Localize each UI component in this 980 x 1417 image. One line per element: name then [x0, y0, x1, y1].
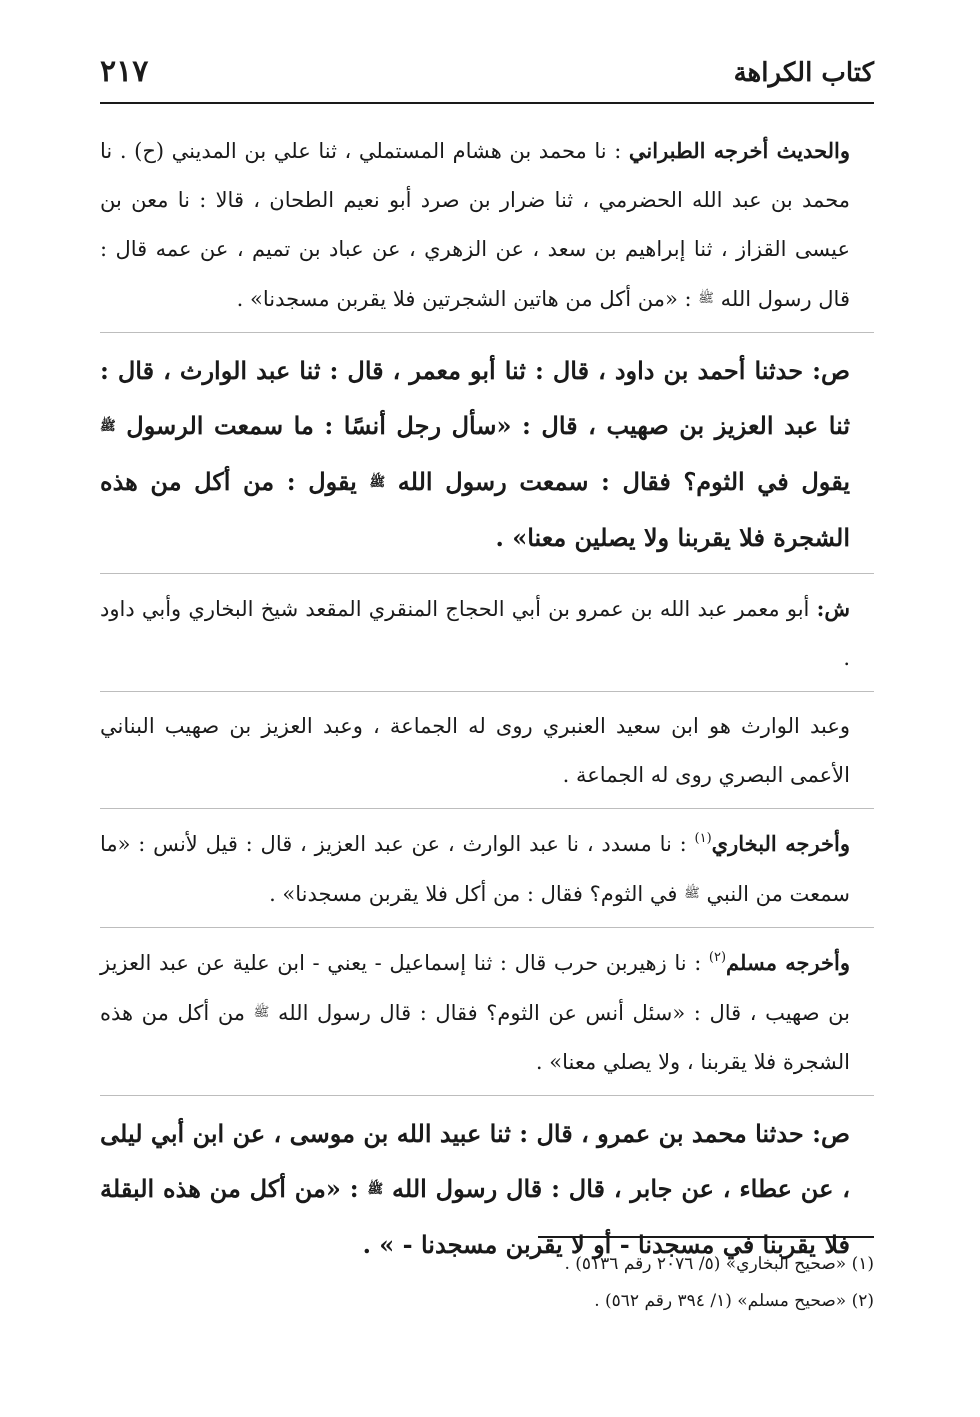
paragraph-lead: وأخرجه مسلم — [726, 950, 850, 975]
paragraph-takhrij-muslim — [100, 938, 874, 1096]
main-text — [100, 126, 874, 1290]
footnote-ref[interactable]: (١) — [694, 831, 712, 846]
paragraph-narrators — [100, 702, 874, 809]
paragraph-body: : «من أكل من هاتين الشجرتين فلا يقربن مسجدنا» . — [236, 287, 692, 311]
salutation-glyph: ﷺ — [367, 1182, 384, 1197]
matn-text: : «من أكل من هذه البقلة فلا يقربنا في مسجدنا - أو لا يقربن مسجدنا - » . — [100, 1174, 850, 1259]
paragraph-sharh-1 — [100, 584, 874, 692]
paragraph-body: أبو معمر عبد الله بن عمرو بن أبي الحجاج المنقري المقعد شيخ البخاري وأبي داود . — [100, 597, 850, 670]
paragraph-body: وعبد الوارث هو ابن سعيد العنبري روى له الجماعة ، وعبد العزيز بن صهيب البناني الأعمى البصري روى له الجماعة . — [100, 714, 850, 787]
running-head — [100, 52, 874, 104]
salutation-glyph: ﷺ — [100, 419, 116, 434]
matn-text: ص: حدثنا أحمد بن داود ، قال : ثنا أبو معمر ، قال : ثنا عبد الوارث ، قال : ثنا عبد العزيز بن صهيب ، قال : «سأل رجل أنسًا : ما سمعت الرسول — [100, 356, 850, 440]
footnote-2: (٢) «صحيح مسلم» (١/ ٣٩٤ رقم ٥٦٢) . — [594, 1291, 874, 1311]
paragraph-body: نا محمد بن عبد الله الحضرمي ، ثنا ضرار بن صرد أبو نعيم الطحان ، قالا : نا معن بن عيسى القزاز ، ثنا إبراهيم بن سعد ، عن الزهري ، عن عباد بن تميم ، عن عمه قال : قال رسول الله — [100, 139, 850, 311]
footnote-ref[interactable]: (٢) — [708, 950, 727, 965]
paragraph-takhrij-bukhari — [100, 819, 874, 928]
paragraph-body: : نا مسدد ، نا عبد الوارث ، عن عبد العزيز ، قال : قيل لأنس : «ما سمعت من النبي — [100, 832, 850, 906]
paragraph-body: : نا محمد بن هشام المستملي ، ثنا علي بن المديني (ح) . — [119, 139, 622, 163]
paragraph-body: في الثوم؟ فقال : من أكل فلا يقربن مسجدنا» . — [269, 882, 678, 906]
matn-text: يقول في الثوم؟ فقال : سمعت رسول الله — [397, 467, 851, 496]
paragraph-lead: وأخرجه البخاري — [711, 831, 850, 856]
footnote-divider — [538, 1236, 874, 1238]
chapter-title: كتاب الكراهة — [733, 58, 874, 88]
salutation-glyph: ﷺ — [684, 886, 700, 901]
paragraph-matn-1 — [100, 343, 874, 574]
footnotes — [100, 1246, 874, 1320]
salutation-glyph: ﷺ — [369, 475, 386, 490]
matn-text: يقول : من أكل من هذه الشجرة فلا يقربنا ولا يصلين معنا» . — [100, 467, 850, 552]
salutation-glyph: ﷺ — [698, 291, 714, 306]
page-number: ٢١٧ — [100, 54, 149, 89]
paragraph-body: : نا زهيربن حرب قال : ثنا إسماعيل - يعني - ابن علية عن عبد العزيز بن صهيب ، قال : «سئل أنس عن الثوم؟ فقال : قال رسول الله — [100, 951, 850, 1025]
paragraph-lead: والحديث أخرجه الطبراني — [628, 138, 851, 163]
matn-text: ص: حدثنا محمد بن عمرو ، قال : ثنا عبيد الله بن موسى ، عن ابن أبي ليلى ، عن عطاء ، عن جابر ، قال : قال رسول الله — [100, 1119, 851, 1203]
footnote-1: (١) «صحيح البخاري» (٥/ ٢٠٧٦ رقم ٥١٣٦) . — [564, 1254, 874, 1274]
sharh-marker: ش: — [816, 596, 850, 621]
paragraph-takhrij-tabarani — [100, 126, 874, 333]
salutation-glyph: ﷺ — [253, 1005, 270, 1020]
paragraph-body: من أكل من هذه الشجرة فلا يقربنا ، ولا يصلي معنا» . — [100, 1001, 850, 1074]
